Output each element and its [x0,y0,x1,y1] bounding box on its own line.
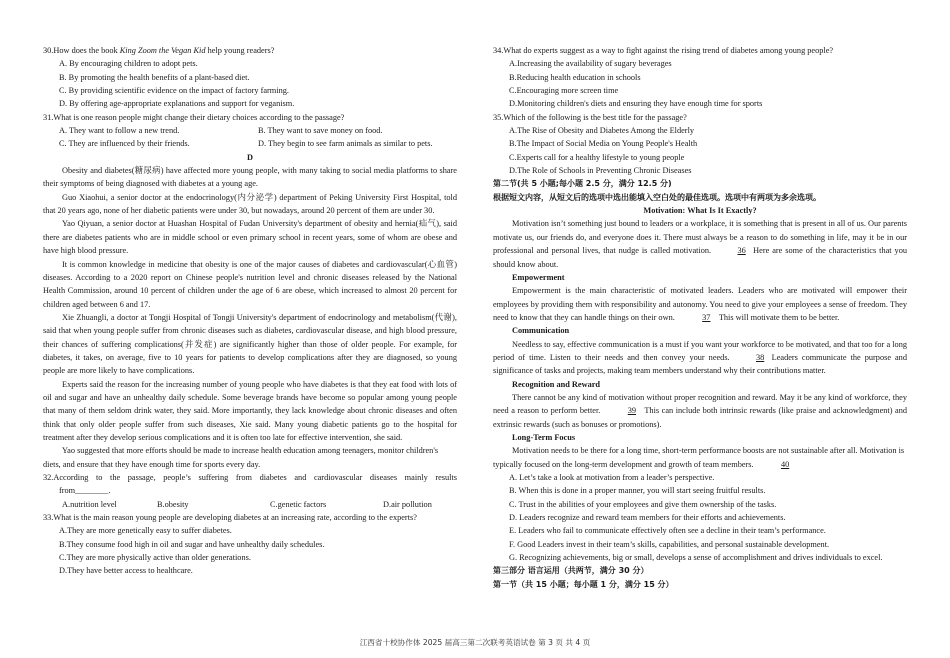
q30-option-a: A. By encouraging children to adopt pets. [59,59,198,69]
passage-paragraph: Obesity and diabetes(糖尿病) have affected more young people, with many taking to social media platforms to share their symptoms of being diagnosed with diabetes at a young age. [43,166,457,189]
choice-e: E. Leaders who fail to communicate effectively often see a decline in their team’s performance. [509,526,826,536]
q30-option-c: C. By providing scientific evidence on the impact of factory farming. [59,86,289,96]
q35-option-d: D.The Role of Schools in Preventing Chronic Diseases [509,166,692,176]
choice-a: A. Let’s take a look at motivation from a leader’s perspective. [509,473,715,482]
q30-option-b: B. By promoting the health benefits of a plant-based diet. [59,72,250,82]
blank-39[interactable]: 39 [627,406,636,416]
q32-options [43,498,457,511]
question-33-stem: 33.What is the main reason young people are developing diabetes at an increasing rate, according to the experts? [43,513,417,523]
subheading-long-term: Long-Term Focus [512,432,576,442]
passage-paragraph: Yao suggested that more efforts should be made to increase health education among teenagers, monitor children's diets, and ensure that they have enough time for sports every day. [43,446,439,469]
q32-option-a: A.nutrition level [62,499,117,509]
question-32-stem: 32.According to the passage, people’s suffering from diabetes and cardiovascular diseases mainly results [43,473,457,482]
section-2-instruction: 根据短文内容，从短文后的选项中选出能填入空白处的最佳选项。选项中有两项为多余选项。 [493,192,821,202]
passage-paragraph: Experts said the reason for the increasing number of young people who have diabetes is that they eat food with lots of oil and sugar and have an unhealthy daily schedule. Some beverage brands have become so popular among young people that many of them seldom drink water, they said. More importantly, they lack knowledge about chronic diseases and often think that only older people suffer from such diseases, Xie said. Many young diabetic patients go to the hospital for treatment after they develop serious complications and it is often too late for effective intervention, she said. [43,379,457,442]
q33-option-a: A.They are more genetically easy to suffer diabetes. [59,526,232,536]
choice-g: G. Recognizing achievements, big or small, develops a sense of accomplishment and drives individuals to excel. [509,553,883,563]
q30-option-d: D. By offering age-appropriate explanations and support for veganism. [59,99,295,109]
question-34-stem: 34.What do experts suggest as a way to fight against the rising trend of diabetes among young people? [493,46,834,55]
passage-paragraph: Yao Qiyuan, a senior doctor at Huashan Hospital of Fudan University's department of obesity and hernia(疝气), said there are diabetes patients who are in middle school or even primary school in recent years, some of whom are obese and have high blood pressure. [43,219,457,256]
q32-option-b: B.obesity [157,499,189,509]
q34-option-c: C.Encouraging more screen time [509,86,619,96]
question-35-stem: 35.Which of the following is the best title for the passage? [493,112,687,122]
q35-option-b: B.The Impact of Social Media on Young People's Health [509,139,698,149]
subheading-communication: Communication [512,326,570,336]
blank-36[interactable]: 36 [737,246,746,256]
q32-option-c: C.genetic factors [270,499,327,509]
right-column [493,44,907,591]
q33-option-c: C.They are more physically active than older generations. [59,553,251,563]
blank-38[interactable]: 38 [755,352,765,362]
blank-40[interactable]: 40 [780,459,790,469]
q31-option-d: D. They begin to see farm animals as similar to pets. [258,139,433,149]
left-column [43,44,457,578]
passage-paragraph: Guo Xiaohui, a senior doctor at the endocrinology(内分泌学) department of Peking University First Hospital, told that 20 years ago, none of her diabetic patients were under 30, but nowadays, around 20 percent of them are under 30. [43,192,457,216]
choice-f: F. Good Leaders invest in their team’s skills, capabilities, and personal sustainable development. [509,539,830,549]
article-title: Motivation: What Is It Exactly? [643,206,757,216]
q34-option-d: D.Monitoring children's diets and ensuring they have enough time for sports [509,99,763,109]
passage-paragraph: Xie Zhuangli, a doctor at Tongji Hospital of Tongji University's department of endocrinology and metabolism(代谢), said that when young people suffer from chronic diseases such as diabetes, cardiovascular disease, and high blood pressure, their chances of suffering complications(并发症) are significantly higher than those of older people. For example, for diabetes, it takes, on average, five to 10 years for patients to develop complications after they are diagnosed, so young people are more likely to have complications. [43,312,457,376]
choice-d: D. Leaders recognize and reward team members for their efforts and achievements. [509,513,786,523]
q31-option-c: C. They are influenced by their friends. [59,139,190,149]
question-31-stem: 31.What is one reason people might change their dietary choices according to the passage? [43,112,345,122]
part-3-section-1-heading: 第一节（共 15 小题；每小题 1 分，满分 15 分） [493,579,674,589]
q33-option-b: B.They consume food high in oil and sugar and have unhealthy daily schedules. [59,539,325,549]
choice-b: B. When this is done in a proper manner, you will start seeing fruitful results. [509,486,766,496]
article-paragraph-3: Needless to say, effective communication is a must if you want your workforce to be motivated, and that too for a long period of time. Listen to their needs and then convey your needs. 38 Leaders communicate the purpose and significance of tasks and projects, making team members understand why their contributions matter. [493,339,907,376]
q35-option-a: A.The Rise of Obesity and Diabetes Among the Elderly [509,126,695,136]
q32-option-d: D.air pollution [383,499,432,509]
article-paragraph-1: Motivation isn’t something just bound to leaders or a workplace, it is something that is present in all of us. Our parents motivate us, our friends do, and everyone does it. There must always be a reason to do something in life, may it be in our professional and personal lives, that nudge is called motivation. 36 Here are some of the characteristics that you should know about. [493,219,907,269]
part-3-heading: 第三部分 语言运用（共两节，满分 30 分） [493,566,649,576]
q33-option-d: D.They have better access to healthcare. [59,566,193,576]
subheading-empowerment: Empowerment [512,272,565,282]
section-2-heading: 第二节(共 5 小题;每小题 2.5 分，满分 12.5 分) [493,179,672,189]
q31-option-a: A. They want to follow a new trend. [59,126,180,136]
question-30-stem: 30.How does the book King Zoom the Vegan Kid help young readers? [43,46,275,55]
article-paragraph-2: Empowerment is the main characteristic of motivated leaders. Leaders who are motivated will empower their employees by providing them with responsibility and autonomy. You need to give your employees a sense of freedom. They need to know that they can handle things on their own. 37 This will motivate them to be better. [493,284,907,324]
subheading-recognition: Recognition and Reward [512,379,601,389]
choice-c: C. Trust in the abilities of your employees and give them ownership of the tasks. [509,499,777,509]
q34-option-b: B.Reducing health education in schools [509,72,641,82]
passage-paragraph: It is common knowledge in medicine that obesity is one of the major causes of diabetes and cardiovascular(心血管) diseases. According to a 2020 report on Chinese people's nutrition level and chronic diseases released by the National Health Commission, around 10 percent of children under the age of 6 are obese, which increased to almost 20 percent for children aged between 6 and 17. [43,259,457,309]
article-paragraph-5: Motivation needs to be there for a long time, short-term performance boosts are not sustainable after all. Motivation is typically focused on the long-term development and growth of team members. 40 [493,444,907,471]
q31-options-row1 [43,124,457,137]
book-title: King Zoom the Vegan Kid [119,46,206,55]
q31-options-row2 [43,137,457,150]
q31-option-b: B. They want to save money on food. [258,126,383,136]
passage-label: D [247,152,253,162]
article-paragraph-4: There cannot be any kind of motivation without proper recognition and reward. May it be any kind of workforce, they need a reason to perform better. 39 This can include both intrinsic rewards (like praise and acknowledgment) and extrinsic rewards (such as bonuses or promotions). [493,392,907,429]
q35-option-c: C.Experts call for a healthy lifestyle to young people [509,152,685,162]
q34-option-a: A.Increasing the availability of sugary beverages [509,59,672,69]
question-32-stem-cont: from________. [59,486,111,496]
blank-37[interactable]: 37 [702,312,711,322]
page-footer: 江西省十校协作体 2025 届高三第二次联考英语试卷 第 3 页 共 4 页 [359,638,591,647]
